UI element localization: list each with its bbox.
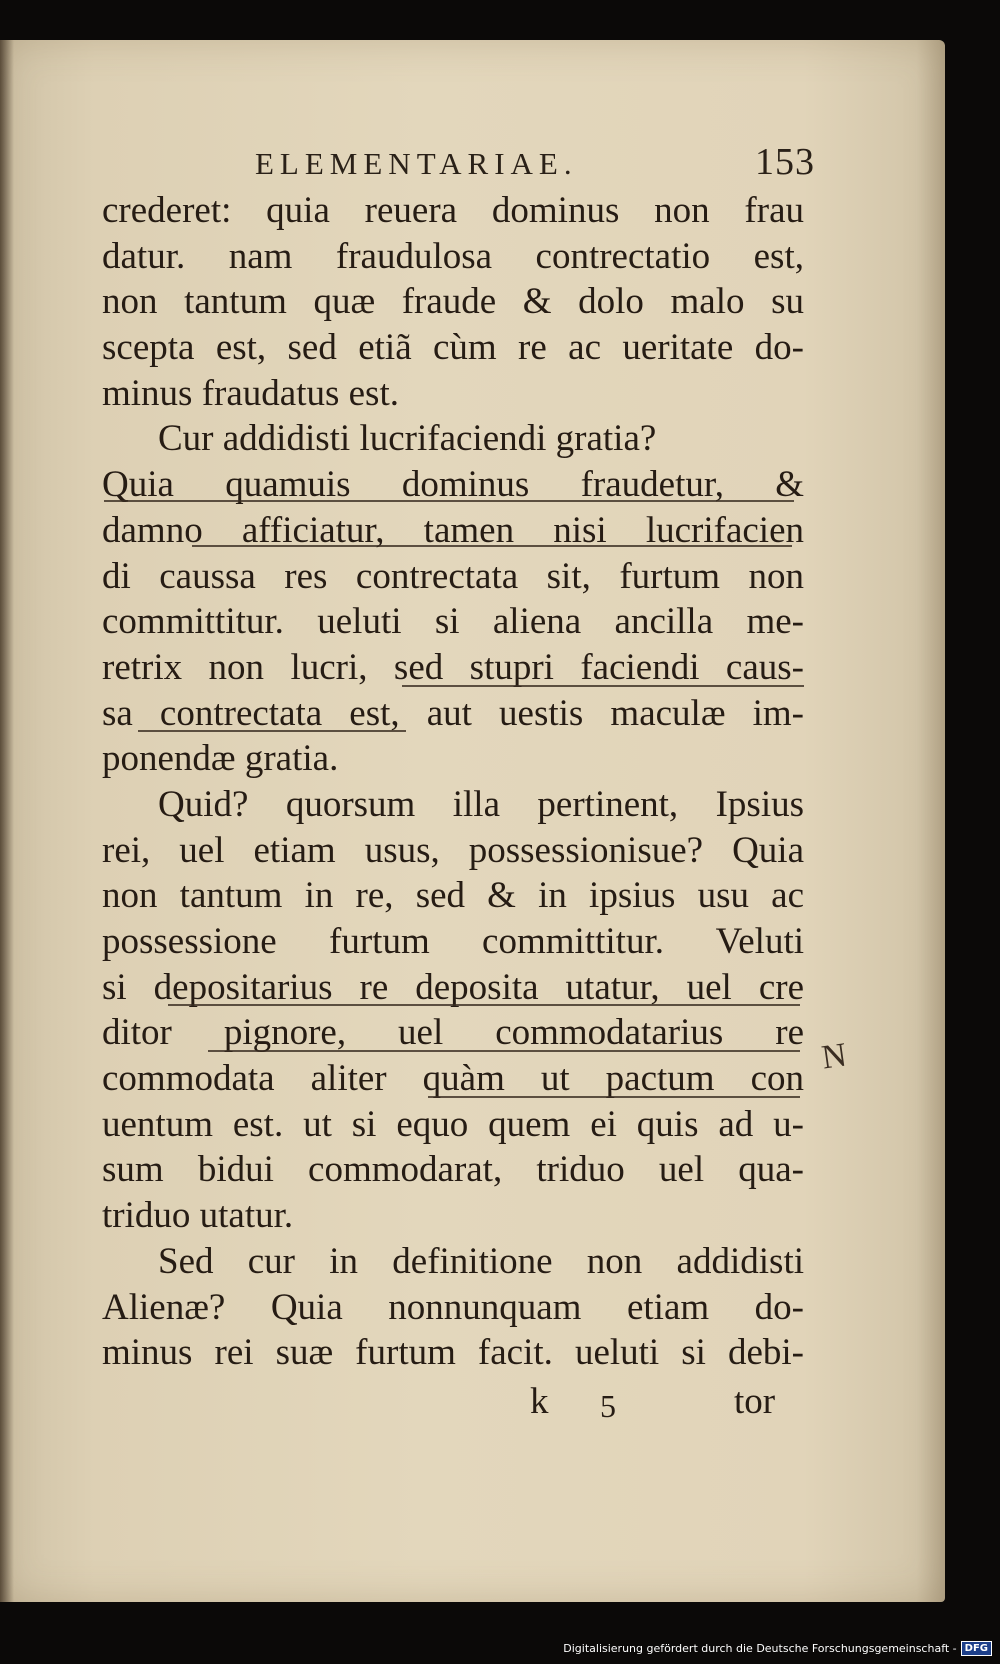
underline-mark	[168, 1004, 800, 1006]
page-number: 153	[755, 141, 815, 183]
text-line: Quia quamuis dominus fraudetur, &	[102, 464, 804, 506]
text-line: scepta est, sed etiã cùm re ac ueritate do-	[102, 327, 804, 369]
catchword: tor	[734, 1381, 776, 1422]
text-line: sum bidui commodarat, triduo uel qua-	[102, 1149, 804, 1191]
text-line: Quid? quorsum illa pertinent, Ipsius	[158, 783, 804, 825]
text-line: uentum est. ut si equo quem ei quis ad u-	[102, 1103, 804, 1145]
text-line: commodata aliter quàm ut pactum con	[102, 1058, 804, 1100]
text-line: Alienæ? Quia nonnunquam etiam do-	[102, 1286, 804, 1328]
text-line: possessione furtum committitur. Veluti	[102, 921, 804, 962]
text-line: di caussa res contrectata sit, furtum non	[102, 555, 804, 597]
text-line: committitur. ueluti si aliena ancilla me-	[102, 601, 804, 643]
underline-mark	[104, 500, 794, 502]
running-title: ELEMENTARIAE.	[255, 146, 578, 181]
underline-mark	[402, 685, 804, 687]
text-line: ditor pignore, uel commodatarius re	[102, 1012, 804, 1054]
signature-mark: k	[530, 1381, 549, 1422]
text-line: non tantum quæ fraude & dolo malo su	[102, 281, 804, 323]
underline-mark	[208, 1050, 800, 1052]
dfg-logo: DFG	[961, 1641, 992, 1656]
text-line: non tantum in re, sed & in ipsius usu ac	[102, 875, 804, 917]
text-line: retrix non lucri, sed stupri faciendi caus-	[102, 646, 804, 688]
text-line: ponendæ gratia.	[102, 738, 339, 780]
running-head	[255, 138, 815, 188]
text-line: damno afficiatur, tamen nisi lucrifacien	[102, 509, 804, 551]
text-line: triduo utatur.	[102, 1195, 294, 1237]
text-line: sa contrectata est, aut uestis maculæ im-	[102, 692, 804, 734]
signature-number: 5	[600, 1388, 616, 1424]
text-line: minus rei suæ furtum facit. ueluti si debi-	[102, 1332, 804, 1374]
margin-mark: N	[819, 1036, 849, 1077]
text-block	[102, 188, 804, 1376]
text-line: si depositarius re deposita utatur, uel cre	[102, 966, 804, 1008]
underline-mark	[428, 1096, 800, 1098]
digitization-credit	[563, 1638, 992, 1658]
text-line: rei, uel etiam usus, possessionisue? Quia	[102, 829, 804, 871]
text-line: crederet: quia reuera dominus non frau	[102, 190, 804, 231]
text-line: Cur addidisti lucrifaciendi gratia?	[158, 418, 657, 460]
credit-text: Digitalisierung gefördert durch die Deutsche Forschungsgemeinschaft -	[563, 1641, 957, 1655]
underline-mark	[138, 730, 406, 732]
underline-mark	[192, 545, 792, 547]
text-line: Sed cur in definitione non addidisti	[158, 1240, 804, 1282]
text-line: datur. nam fraudulosa contrectatio est,	[102, 235, 804, 277]
text-line: minus fraudatus est.	[102, 372, 399, 414]
